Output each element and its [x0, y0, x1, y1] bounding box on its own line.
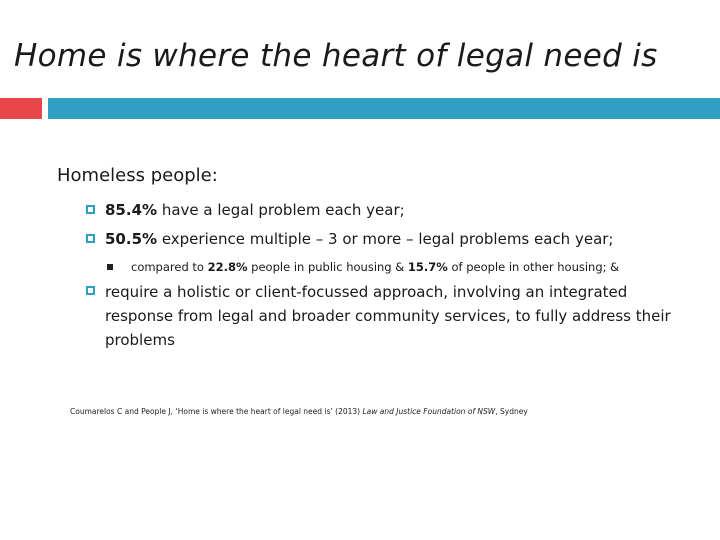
citation [70, 407, 528, 416]
sub-bullet-text: compared to [131, 260, 208, 274]
slide-title: Home is where the heart of legal need is [14, 38, 658, 74]
square-bullet-icon [86, 234, 95, 243]
bullet-text: experience multiple – 3 or more – legal problems each year; [157, 230, 614, 248]
bullet-stat: 50.5% [105, 230, 158, 248]
sub-bullet-stat: 15.7% [407, 260, 448, 274]
citation-text: Coumarelos C and People J, ‘Home is where the heart of legal need is’ (2013) [70, 407, 363, 416]
bullet-text: have a legal problem each year; [157, 201, 405, 219]
citation-source: Law and Justice Foundation of NSW [362, 407, 496, 416]
section-heading: Homeless people: [57, 165, 218, 186]
accent-bar-red [0, 98, 42, 119]
bullet-item [86, 198, 405, 222]
sub-bullet-stat: 22.8% [207, 260, 248, 274]
bullet-stat: 85.4% [105, 201, 158, 219]
square-bullet-icon [86, 286, 95, 295]
sub-bullet-text: people in public housing & [247, 260, 408, 274]
sub-bullet-text: of people in other housing; & [447, 260, 620, 274]
square-bullet-icon [86, 205, 95, 214]
accent-bar-blue [48, 98, 720, 119]
sub-bullet-item [107, 259, 619, 275]
bullet-text: require a holistic or client-focussed approach, involving an integrated response from legal and broader community services, to fully address their problems [105, 283, 671, 349]
bullet-item [86, 280, 676, 352]
small-square-bullet-icon [107, 264, 113, 270]
citation-text: , Sydney [495, 407, 528, 416]
bullet-item [86, 227, 613, 251]
